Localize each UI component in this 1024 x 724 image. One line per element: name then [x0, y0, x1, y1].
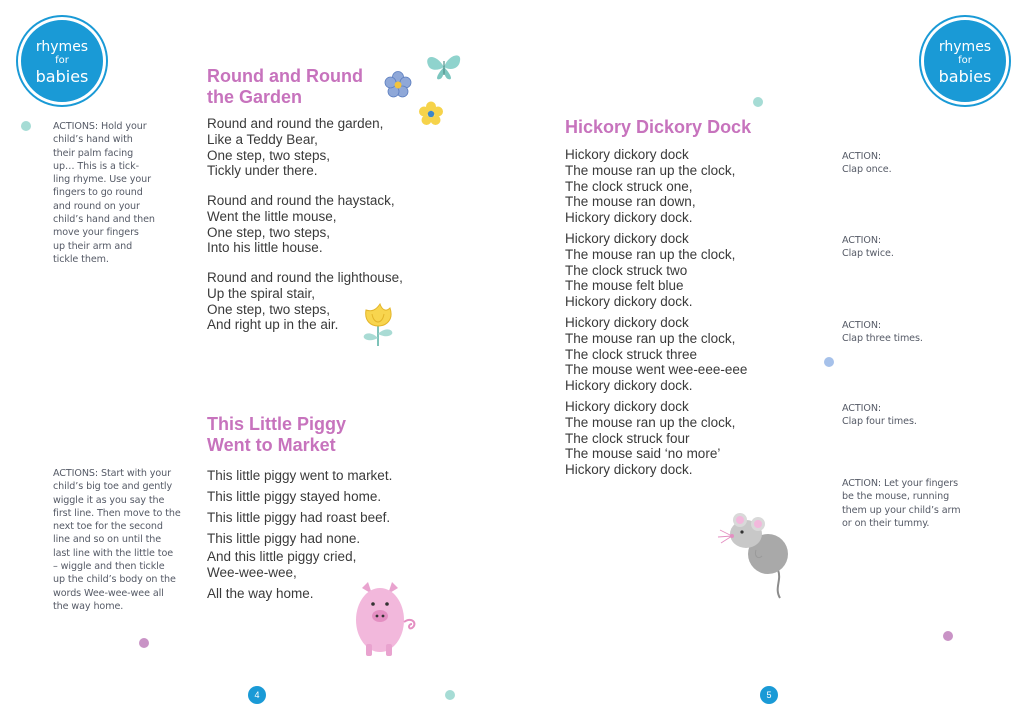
little-piggy-final-line: All the way home.	[207, 586, 314, 601]
hickory-stanza-2: Hickory dickory dock The mouse ran up the clock, The clock struck two The mouse felt blue Hickory dickory dock.	[565, 231, 736, 310]
hickory-action-1: ACTION: Clap once.	[842, 151, 892, 176]
decorative-dot	[139, 638, 149, 648]
little-piggy-title: This Little Piggy Went to Market	[207, 414, 347, 455]
round-garden-stanza-1: Round and round the garden, Like a Teddy Bear, One step, two steps, Tickly under there.	[207, 116, 384, 179]
hickory-action-3: ACTION: Clap three times.	[842, 320, 923, 345]
little-piggy-actions: ACTIONS: Start with your child’s big toe and gently wiggle it as you say the first line. Then move to the next toe for the second line and so on until the last line with the little toe – wiggle and then tickle up the child’s body on the words Wee-wee-wee all the way home.	[53, 468, 181, 612]
decorative-dot	[824, 357, 834, 367]
hickory-stanza-4: Hickory dickory dock The mouse ran up the clock, The clock struck four The mouse said ‘no more’ Hickory dickory dock.	[565, 399, 736, 478]
round-garden-stanza-2: Round and round the haystack, Went the little mouse, One step, two steps, Into his little house.	[207, 193, 395, 256]
round-garden-stanza-3: Round and round the lighthouse, Up the spiral stair, One step, two steps, And right up in the air.	[207, 270, 403, 333]
right-page	[512, 0, 1024, 724]
decorative-dot	[445, 690, 455, 700]
little-piggy-verse: This little piggy went to market. This little piggy stayed home. This little piggy had roast beef. This little piggy had none.	[207, 468, 393, 546]
page-number: 5	[760, 686, 778, 704]
little-piggy-verse-end: And this little piggy cried, Wee-wee-wee,	[207, 549, 357, 580]
hickory-action-2: ACTION: Clap twice.	[842, 235, 894, 260]
tulip-flower-icon	[358, 300, 398, 348]
round-garden-title: Round and Round the Garden	[207, 66, 363, 107]
hickory-stanza-3: Hickory dickory dock The mouse ran up the clock, The clock struck three The mouse went wee-eee-eee Hickory dickory dock.	[565, 315, 748, 394]
hickory-action-4: ACTION: Clap four times.	[842, 403, 917, 428]
rhymes-for-babies-logo: rhymes for babies	[18, 17, 106, 105]
page-number: 4	[248, 686, 266, 704]
rhymes-for-babies-logo: rhymes for babies	[921, 17, 1009, 105]
butterfly-icon	[424, 51, 464, 83]
decorative-dot	[753, 97, 763, 107]
hickory-final-action: ACTION: Let your fingers be the mouse, running them up your child’s arm or on their tummy.	[842, 478, 961, 529]
round-garden-actions: ACTIONS: Hold your child’s hand with their palm facing up… This is a tick- ling rhyme. Use your fingers to go round and round on your child’s hand and then move your fingers up their arm and tickle them.	[53, 121, 155, 265]
decorative-dot	[943, 631, 953, 641]
yellow-flower-icon	[418, 101, 444, 127]
decorative-dot	[21, 121, 31, 131]
hickory-dickory-title: Hickory Dickory Dock	[565, 117, 752, 137]
mouse-icon	[718, 500, 800, 600]
hickory-stanza-1: Hickory dickory dock The mouse ran up the clock, The clock struck one, The mouse ran down, Hickory dickory dock.	[565, 147, 736, 226]
pig-icon	[352, 580, 422, 658]
blue-flower-icon	[384, 71, 412, 99]
